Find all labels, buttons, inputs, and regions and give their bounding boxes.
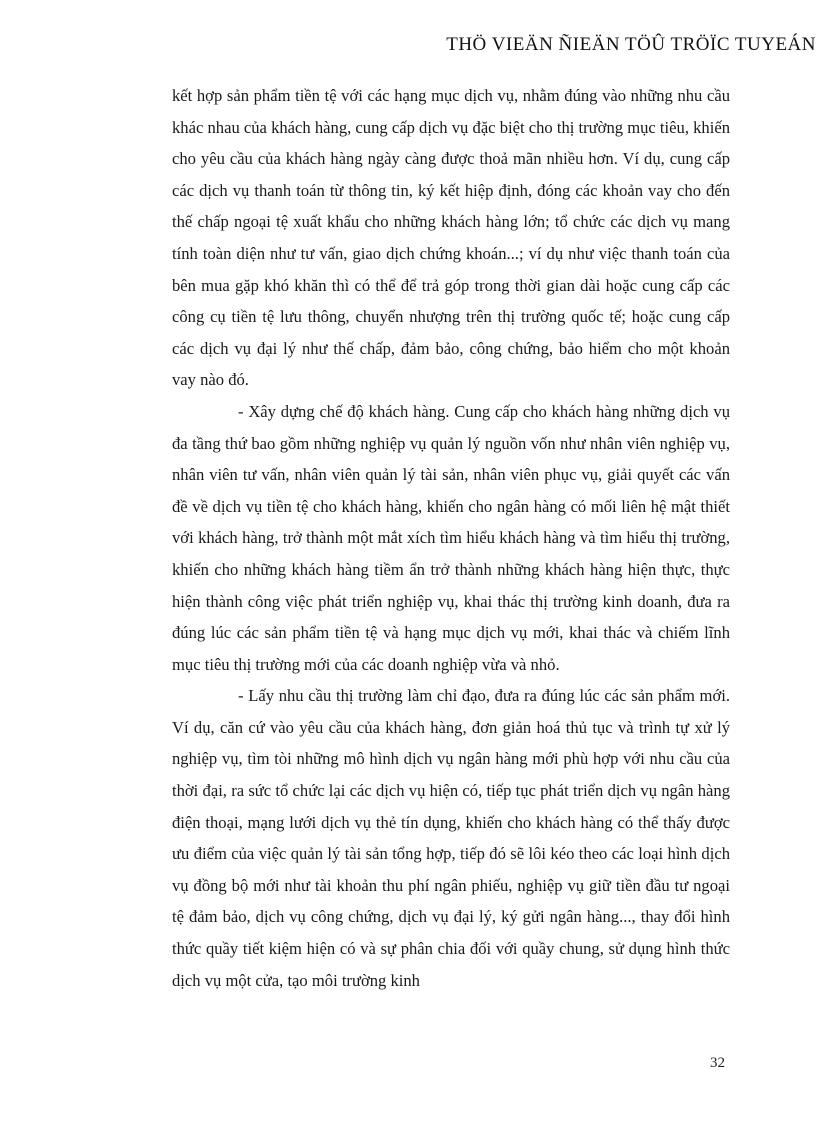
paragraph-market-demand: - Lấy nhu cầu thị trường làm chỉ đạo, đưa ra đúng lúc các sản phẩm mới. Ví dụ, căn cứ vào yêu cầu của khách hàng, đơn giản hoá thủ tục và trình tự xử lý nghiệp vụ, tìm tòi những mô hình dịch vụ ngân hàng mới phù hợp với nhu cầu của thời đại, ra sức tổ chức lại các dịch vụ hiện có, tiếp tục phát triển dịch vụ ngân hàng điện thoại, mạng lưới dịch vụ thẻ tín dụng, khiến cho khách hàng có thể thấy được ưu điểm của việc quản lý tài sản tổng hợp, tiếp đó sẽ lôi kéo theo các loại hình dịch vụ đồng bộ mới như tài khoản thu phí ngân phiếu, nghiệp vụ giữ tiền đầu tư ngoại tệ đảm bảo, dịch vụ công chứng, dịch vụ đại lý, ký gửi ngân hàng..., thay đổi hình thức quầy tiết kiệm hiện có và sự phân chia đối với quầy chung, sử dụng hình thức dịch vụ một cửa, tạo môi trường kinh	[172, 686, 730, 990]
page-header: THÖ VIEÄN ÑIEÄN TÖÛ TRÖÏC TUYEÁN	[446, 34, 816, 55]
page-number: 32	[710, 1055, 725, 1071]
paragraph-customer-regime: - Xây dựng chế độ khách hàng. Cung cấp cho khách hàng những dịch vụ đa tầng thứ bao gồm những nghiệp vụ quản lý nguồn vốn như nhân viên nghiệp vụ, nhân viên tư vấn, nhân viên quản lý tài sản, nhân viên phục vụ, giải quyết các vấn đề về dịch vụ tiền tệ cho khách hàng, khiến cho ngân hàng có mối liên hệ mật thiết với khách hàng, trở thành một mắt xích tìm hiểu khách hàng và tìm hiểu thị trường, khiến cho những khách hàng tiềm ẩn trở thành những khách hàng hiện thực, thực hiện thành công việc phát triển nghiệp vụ, khai thác thị trường kinh doanh, đưa ra đúng lúc các sản phẩm tiền tệ và hạng mục dịch vụ mới, khai thác và chiếm lĩnh mục tiêu thị trường mới của các doanh nghiệp vừa và nhỏ.	[172, 401, 730, 674]
document-body	[172, 80, 730, 996]
paragraph-continuation: kết hợp sản phẩm tiền tệ với các hạng mục dịch vụ, nhằm đúng vào những nhu cầu khác nhau của khách hàng, cung cấp dịch vụ đặc biệt cho thị trường mục tiêu, khiến cho yêu cầu của khách hàng ngày càng được thoả mãn nhiều hơn. Ví dụ, cung cấp các dịch vụ thanh toán từ thông tin, ký kết hiệp định, đóng các khoản vay cho đến thế chấp ngoại tệ xuất khẩu cho những khách hàng lớn; tổ chức các dịch vụ mang tính toàn diện như tư vấn, giao dịch chứng khoán...; ví dụ như việc thanh toán của bên mua gặp khó khăn thì có thể để trả góp trong thời gian dài hoặc cung cấp các công cụ tiền tệ lưu thông, chuyển nhượng trên thị trường quốc tế; hoặc cung cấp các dịch vụ đại lý như thế chấp, đảm bảo, công chứng, bảo hiểm cho một khoản vay nào đó.	[172, 86, 730, 390]
